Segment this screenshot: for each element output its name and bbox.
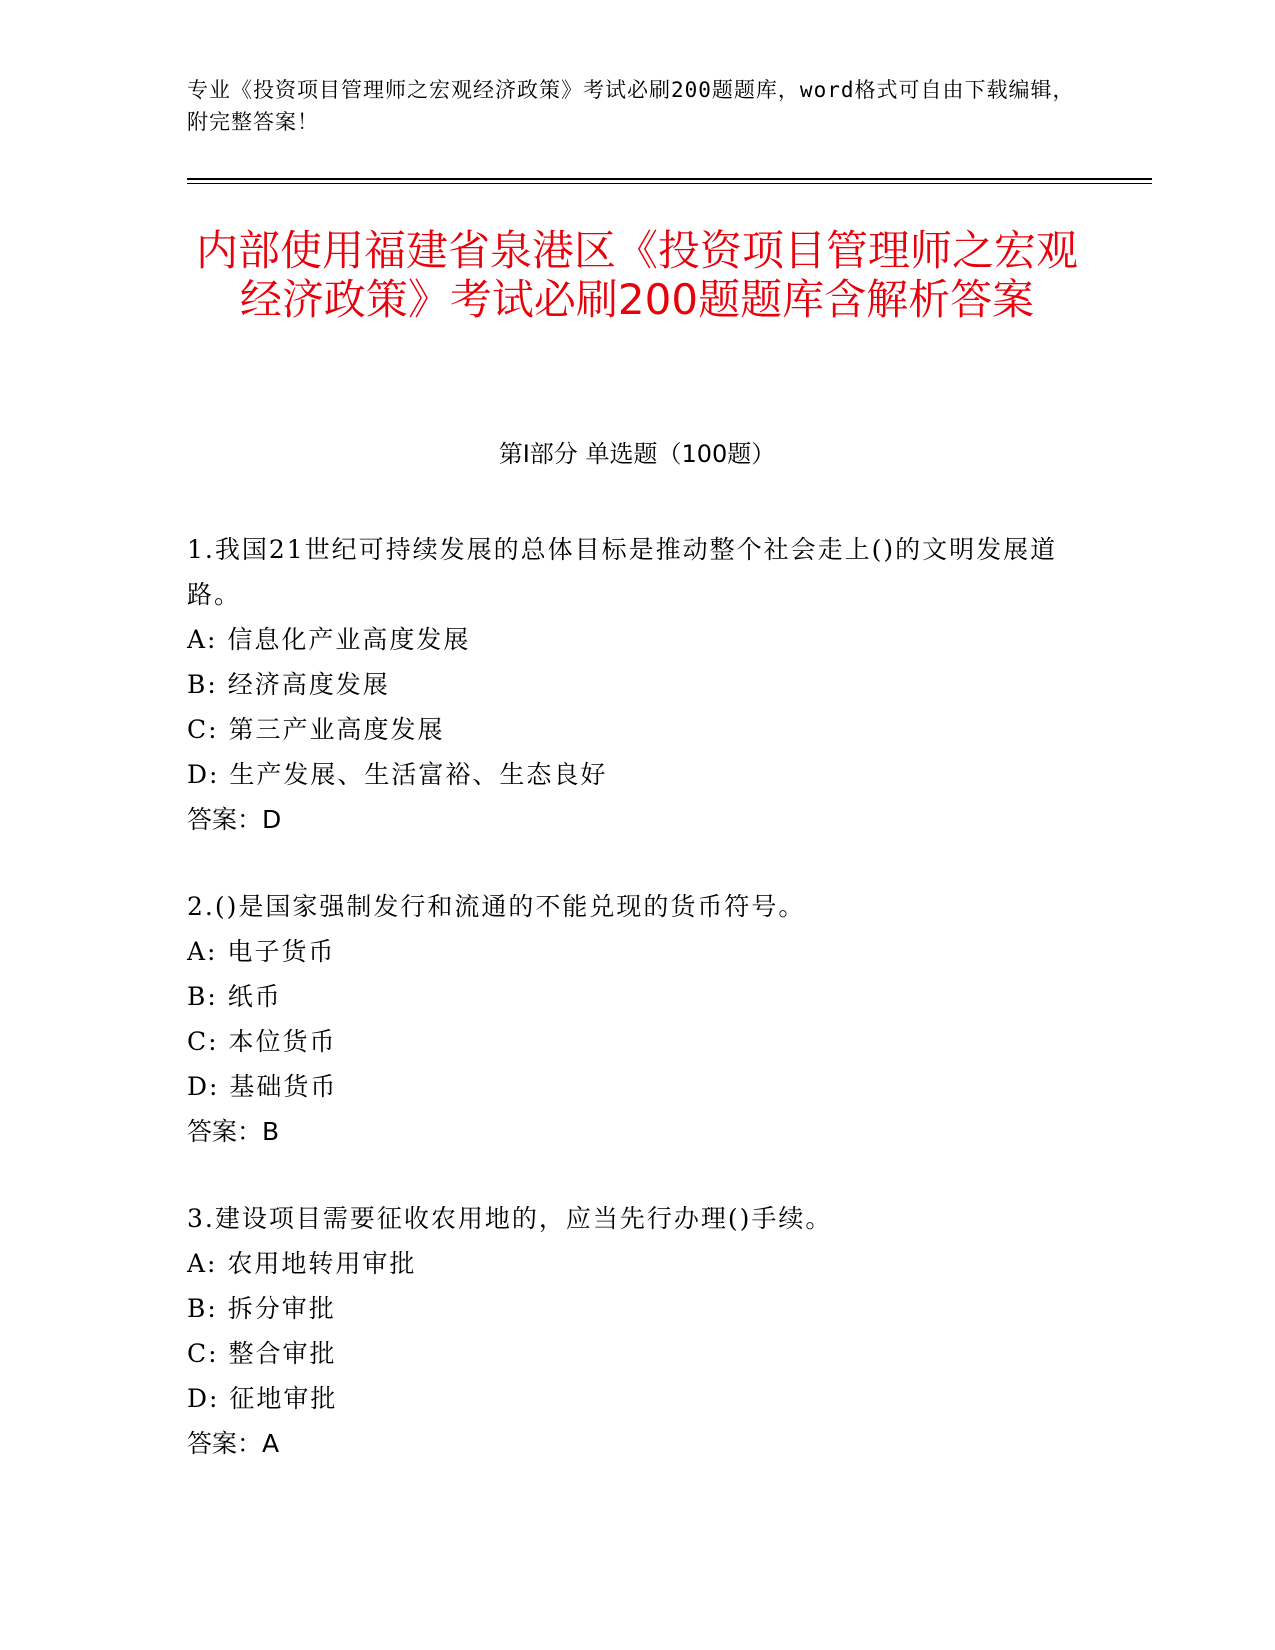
- question-2: [187, 884, 1087, 1154]
- header-divider-thick: [187, 178, 1152, 180]
- document-title: 内部使用福建省泉港区《投资项目管理师之宏观经济政策》考试必刷200题题库含解析答案: [195, 226, 1078, 324]
- option-a: A: 电子货币: [187, 937, 336, 966]
- option-b: B: 拆分审批: [187, 1294, 336, 1323]
- question-3: [187, 1196, 1087, 1466]
- question-list: [187, 527, 1087, 1508]
- option-c: C: 第三产业高度发展: [187, 715, 445, 744]
- header-divider-thin: [187, 183, 1152, 184]
- option-c: C: 本位货币: [187, 1027, 337, 1056]
- header-note: 专业《投资项目管理师之宏观经济政策》考试必刷200题题库，word格式可自由下载编辑，附完整答案！: [187, 78, 1075, 134]
- section-title: 第Ⅰ部分 单选题（100题）: [498, 440, 776, 468]
- option-d: D: 生产发展、生活富裕、生态良好: [187, 760, 608, 789]
- option-d: D: 基础货币: [187, 1072, 338, 1101]
- option-a: A: 信息化产业高度发展: [187, 625, 471, 654]
- option-a: A: 农用地转用审批: [187, 1249, 417, 1278]
- answer-line: 答案：B: [187, 1117, 280, 1146]
- question-stem: 3.建设项目需要征收农用地的，应当先行办理()手续。: [187, 1204, 833, 1233]
- answer-line: 答案：A: [187, 1429, 280, 1458]
- option-b: B: 经济高度发展: [187, 670, 390, 699]
- option-b: B: 纸币: [187, 982, 282, 1011]
- question-1: [187, 527, 1087, 842]
- option-d: D: 征地审批: [187, 1384, 338, 1413]
- question-stem: 1.我国21世纪可持续发展的总体目标是推动整个社会走上()的文明发展道路。: [187, 535, 1058, 609]
- option-c: C: 整合审批: [187, 1339, 337, 1368]
- answer-line: 答案：D: [187, 805, 282, 834]
- question-stem: 2.()是国家强制发行和流通的不能兑现的货币符号。: [187, 892, 806, 921]
